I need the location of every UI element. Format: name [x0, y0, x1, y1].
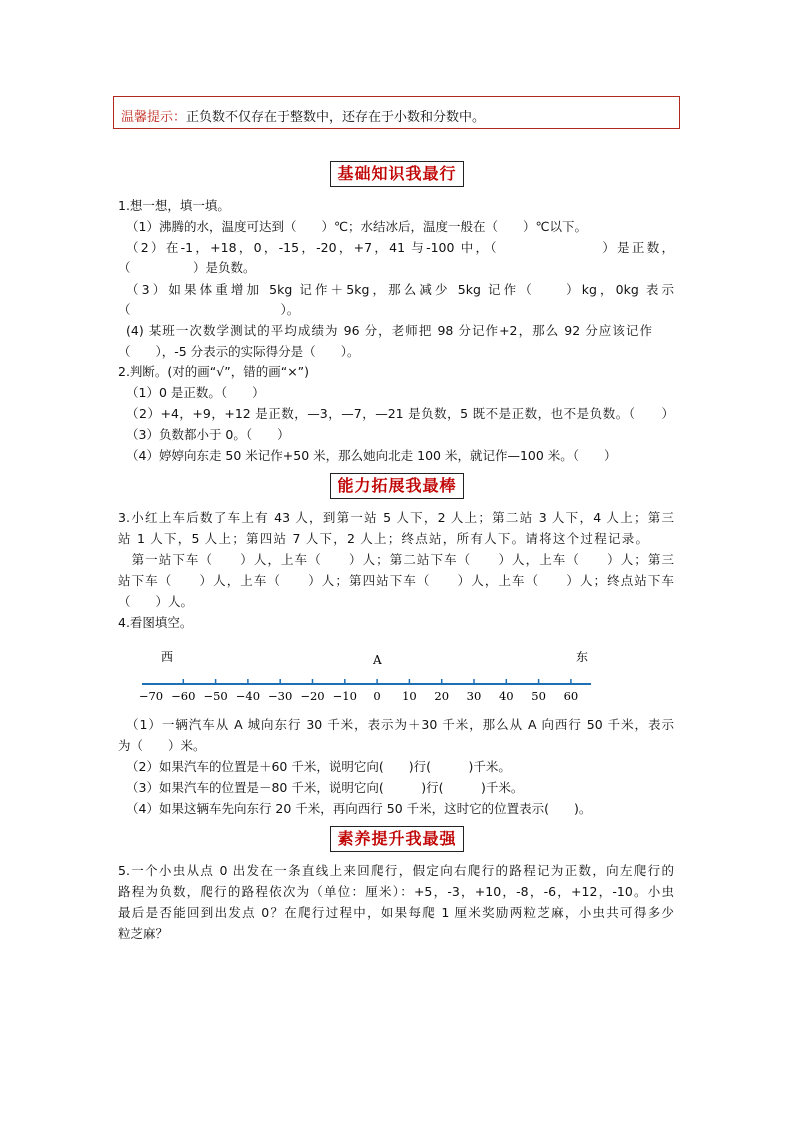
- q1-item-3-line-1: （3）如果体重增加 5kg 记作＋5kg，那么减少 5kg 记作（ ）kg，0kg 表示: [126, 282, 674, 297]
- q4-item-1-line-2: 为（ ）米。: [118, 738, 206, 753]
- label-point-a: A: [373, 653, 382, 667]
- q4-item-3: （3）如果汽车的位置是－80 千米，说明它向( )行( )千米。: [126, 780, 524, 795]
- tick-label: −50: [203, 689, 228, 703]
- tick-label: −60: [171, 689, 196, 703]
- q3-line-1: 3.小红上车后数了车上有 43 人，到第一站 5 人下，2 人上；第二站 3 人下，4 人上；第三: [118, 510, 674, 525]
- q4-item-1-line-1: （1）一辆汽车从 A 城向东行 30 千米，表示为＋30 千米，那么从 A 向西行 50 千米，表示: [126, 717, 674, 732]
- tick-label: 40: [498, 689, 514, 703]
- tick-label: −30: [268, 689, 293, 703]
- tip-box: [113, 96, 680, 129]
- tip-label: 温馨提示：: [121, 110, 187, 125]
- tick-label: −10: [332, 689, 357, 703]
- q5-line-2: 路程为负数，爬行的路程依次为（单位：厘米）：+5，-3，+10，-8，-6，+12，-10。小虫: [118, 884, 674, 899]
- section-title-basic: 基础知识我最行: [330, 161, 464, 187]
- tick-label: 0: [373, 689, 381, 703]
- tick-label: −40: [235, 689, 261, 703]
- section-title-ability: 能力拓展我最棒: [330, 473, 464, 499]
- q1-title: 1.想一想，填一填。: [118, 198, 230, 213]
- q5-line-4: 粒芝麻？: [118, 926, 169, 941]
- q1-item-4-line-1: (4) 某班一次数学测试的平均成绩为 96 分，老师把 98 分记作+2，那么 92 分应该记作: [126, 323, 652, 338]
- q3-line-3: 第一站下车（ ）人，上车（ ）人；第二站下车（ ）人，上车（ ）人；第三: [118, 552, 674, 567]
- number-line-ticks: [139, 679, 578, 703]
- q3-line-5: （ ）人。: [118, 594, 194, 609]
- q5-line-3: 最后是否能回到出发点 0？在爬行过程中，如果每爬 1 厘米奖励两粒芝麻，小虫共可得多少: [118, 905, 674, 920]
- tip-content: 正负数不仅存在于整数中，还存在于小数和分数中。: [186, 110, 486, 125]
- tick-label: −70: [138, 689, 164, 703]
- q4-item-2: （2）如果汽车的位置是＋60 千米，说明它向( )行( )千米。: [126, 759, 511, 774]
- q2-item-2: （2）+4，+9，+12 是正数，—3，—7，—21 是负数，5 既不是正数，也不是负数。（ ）: [126, 406, 674, 421]
- q4-title: 4.看图填空。: [118, 615, 193, 630]
- q2-item-4: （4）婷婷向东走 50 米记作+50 米，那么她向北走 100 米，就记作—100 米。（ ）: [126, 448, 617, 463]
- label-east: 东: [576, 650, 589, 664]
- q1-item-3-line-2: （ ）。: [118, 302, 300, 317]
- q2-item-3: （3）负数都小于 0。（ ）: [126, 427, 290, 442]
- section-title-literacy: 素养提升我最强: [330, 826, 464, 852]
- label-west: 西: [161, 650, 174, 664]
- tick-label: 10: [402, 689, 417, 703]
- q4-item-4: （4）如果这辆车先向东行 20 千米，再向西行 50 千米，这时它的位置表示( )。: [126, 801, 592, 816]
- tip-text-row: [121, 106, 485, 125]
- q1-item-1: （1）沸腾的水，温度可达到（ ）℃；水结冰后，温度一般在（ ）℃以下。: [126, 219, 588, 234]
- q2-title: 2.判断。(对的画“√”，错的画“×”): [118, 364, 310, 379]
- q2-item-1: （1）0 是正数。（ ）: [126, 385, 265, 400]
- q1-item-4-line-2: （ ），-5 分表示的实际得分是（ ）。: [118, 344, 360, 359]
- tick-label: 20: [434, 689, 450, 703]
- tick-label: 50: [531, 689, 546, 703]
- q3-line-4: 站下车（ ）人，上车（ ）人；第四站下车（ ）人，上车（ ）人；终点站下车: [118, 573, 674, 588]
- number-line-figure: [130, 640, 610, 706]
- tick-label: 30: [466, 689, 482, 703]
- q5-line-1: 5.一个小虫从点 0 出发在一条直线上来回爬行，假定向右爬行的路程记为正数，向左爬行的: [118, 863, 674, 878]
- q3-line-2: 站 1 人下，5 人上；第四站 7 人下，2 人上；终点站，所有人下。请将这个过程记录。: [118, 531, 648, 546]
- tick-label: 60: [563, 689, 579, 703]
- q1-item-2-line-1: （2）在-1，+18，0，-15，-20，+7，41 与-100 中，（ ）是正数，: [126, 240, 674, 255]
- tick-label: −20: [300, 689, 325, 703]
- q1-item-2-line-2: （ ）是负数。: [118, 260, 256, 275]
